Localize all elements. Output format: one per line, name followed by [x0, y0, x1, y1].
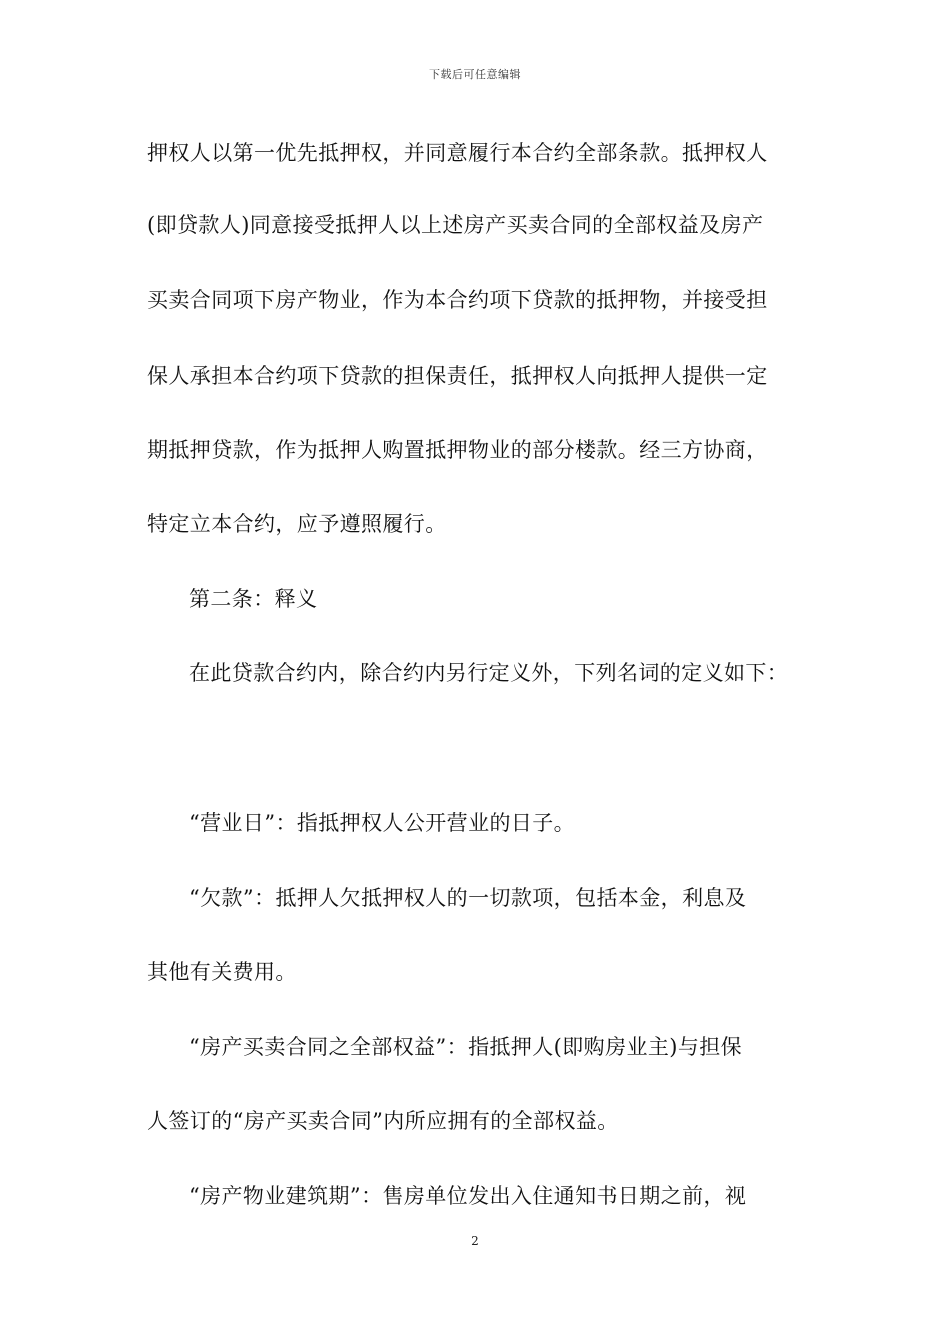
paragraph-line: (即贷款人)同意接受抵押人以上述房产买卖合同的全部权益及房产: [147, 213, 764, 237]
definition-line: “欠款”：抵押人欠抵押权人的一切款项，包括本金，利息及: [189, 886, 747, 910]
definition-line: 其他有关费用。: [147, 960, 297, 984]
definition-line: “房产物业建筑期”：售房单位发出入住通知书日期之前，视: [189, 1184, 747, 1208]
paragraph-line: 保人承担本合约项下贷款的担保责任，抵押权人向抵押人提供一定: [147, 364, 768, 388]
definition-line: “营业日”：指抵押权人公开营业的日子。: [189, 811, 576, 835]
paragraph-line: 押权人以第一优先抵押权，并同意履行本合约全部条款。抵押权人: [147, 141, 768, 165]
paragraph-line: 买卖合同项下房产物业，作为本合约项下贷款的抵押物，并接受担: [147, 288, 768, 312]
paragraph-line: 特定立本合约，应予遵照履行。: [147, 512, 447, 536]
paragraph-line: 期抵押贷款，作为抵押人购置抵押物业的部分楼款。经三方协商，: [147, 438, 768, 462]
definition-line: 人签订的“房产买卖合同”内所应拥有的全部权益。: [147, 1109, 619, 1133]
page-header: 下载后可任意编辑: [429, 68, 521, 81]
page-number: 2: [471, 1234, 479, 1248]
section-heading: 第二条：释义: [189, 587, 318, 611]
definition-line: “房产买卖合同之全部权益”：指抵押人(即购房业主)与担保: [189, 1035, 743, 1059]
paragraph-line: 在此贷款合约内，除合约内另行定义外，下列名词的定义如下：: [189, 661, 789, 685]
